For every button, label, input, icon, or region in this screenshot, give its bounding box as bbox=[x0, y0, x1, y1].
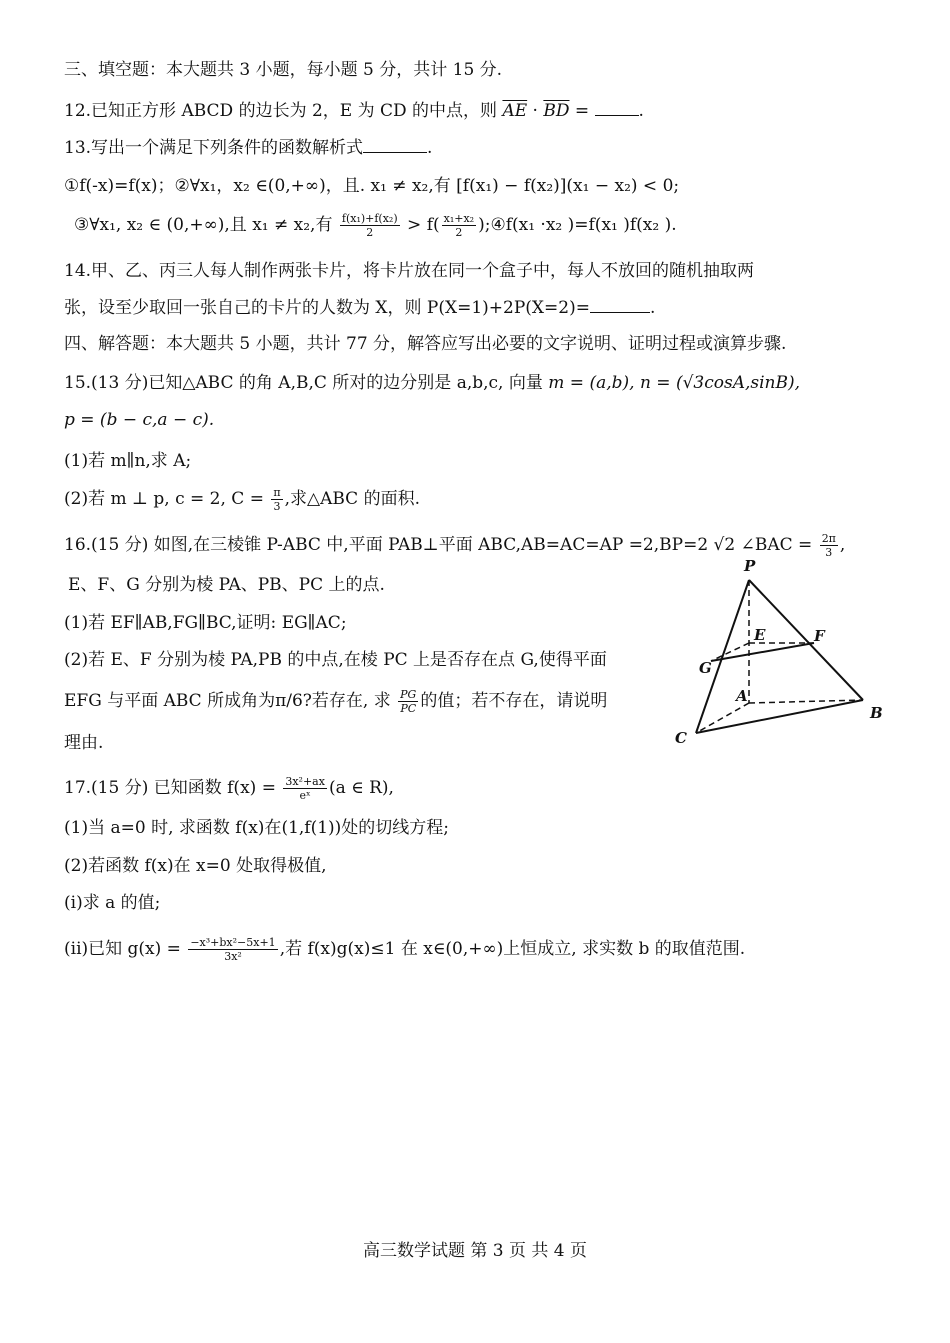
label-a: A bbox=[736, 687, 748, 705]
q13-answer-blank[interactable] bbox=[363, 136, 427, 153]
q13-cond4: ;④f(x₁ ·x₂ )=f(x₁ )f(x₂ ). bbox=[484, 215, 677, 235]
question-14-line-1: 14.甲、乙、丙三人每人制作两张卡片，将卡片放在同一个盒子中，每人不放回的随机抽取两 bbox=[64, 261, 755, 281]
q17-line1-prefix: 17.(15 分) 已知函数 f(x) = bbox=[64, 778, 276, 798]
q15-line1-text: 15.(13 分)已知△ABC 的角 A,B,C 所对的边分别是 a,b,c, 向量 bbox=[64, 373, 543, 393]
section-3-title: 三、填空题：本大题共 3 小题，每小题 5 分，共计 15 分. bbox=[64, 60, 503, 80]
question-17-line-1 bbox=[64, 775, 394, 802]
q16-line-2: E、F、G 分别为棱 PA、PB、PC 上的点. bbox=[68, 575, 385, 595]
question-12: 12.已知正方形 ABCD 的边长为 2，E 为 CD 的中点，则 $\overline{AE} \cdot \overline{BD}$ = . bbox=[64, 101, 644, 121]
q14-answer-blank[interactable] bbox=[590, 296, 650, 313]
q13-cond3-fraction-1: $\frac{\text{f(x₁)+f(x₂)}}{2}$ bbox=[341, 212, 398, 239]
q16-part-1: (1)若 EF∥AB,FG∥BC,证明: EG∥AC; bbox=[64, 613, 347, 633]
q12-vector-ae: $\overline{AE}$ bbox=[502, 101, 528, 121]
label-g: G bbox=[699, 659, 712, 677]
q15-m-definition: m = (a,b), bbox=[548, 373, 635, 393]
q16-part2-line2-suffix: 的值；若不存在，请说明 bbox=[420, 691, 608, 711]
q15-p-definition: p = (b − c,a − c). bbox=[64, 410, 215, 430]
label-f: F bbox=[814, 627, 825, 645]
edge-pb bbox=[749, 580, 863, 700]
q13-text: 13.写出一个满足下列条件的函数解析式 bbox=[64, 138, 364, 158]
q16-part2-line2-prefix: EFG 与平面 ABC 所成角为π/6?若存在, 求 bbox=[64, 691, 391, 711]
q13-condition-3-4: ③∀x₁, x₂ ∈ (0,+∞),且 x₁ ≠ x₂,有 $\frac{\text{f(x₁)+f(x₂)}}{2}$ > f( $\frac{\text{x₁+x₂}}{2}$ );④f(x₁ ·x₂ )=f(x₁ )f(x₂ ). bbox=[74, 212, 677, 239]
q16-angle-fraction: $\frac{2\pi}{3}$ bbox=[821, 532, 836, 559]
q16-line1-text: 16.(15 分) 如图,在三棱锥 P-ABC 中,平面 PAB⊥平面 ABC,AB=AC=AP =2,BP=2 √2 ∠BAC = bbox=[64, 535, 813, 555]
q15-part-2 bbox=[64, 486, 420, 513]
q17-part-1: (1)当 a=0 时, 求函数 f(x)在(1,f(1))处的切线方程; bbox=[64, 818, 450, 838]
label-c: C bbox=[675, 729, 687, 747]
q13-cond3-prefix: ③∀x₁, x₂ ∈ (0,+∞),且 x₁ ≠ x₂,有 bbox=[74, 215, 333, 235]
q15-part2-suffix: ,求△ABC 的面积. bbox=[284, 489, 420, 509]
q12-vector-bd: $\overline{BD}$ bbox=[543, 101, 570, 121]
q13-cond3-mid: > f bbox=[407, 215, 433, 235]
question-15-line-1 bbox=[64, 371, 800, 395]
q13-cond3-fraction-2: $\frac{\text{x₁+x₂}}{2}$ bbox=[443, 212, 475, 239]
q15-part2-prefix: (2)若 m ⊥ p, c = 2, C = bbox=[64, 489, 264, 509]
edge-cb bbox=[696, 700, 863, 733]
question-16-line-1: 16.(15 分) 如图,在三棱锥 P-ABC 中,平面 PAB⊥平面 ABC,AB=AC=AP =2,BP=2 √2 ∠BAC = $\frac{2\pi}{3}$ , bbox=[64, 532, 846, 559]
q12-equals: = bbox=[574, 101, 590, 121]
q16-ratio-fraction: $\frac{PG}{PC}$ bbox=[400, 688, 417, 715]
q17-part2ii-suffix: ,若 f(x)g(x)≤1 在 x∈(0,+∞)上恒成立, 求实数 b 的取值范围. bbox=[279, 939, 746, 959]
q17-part-2: (2)若函数 f(x)在 x=0 处取得极值, bbox=[64, 856, 327, 876]
q17-f-fraction: $\frac{\text{3x²+ax}}{\text{eˣ}}$ bbox=[285, 775, 325, 802]
question-14-line-2: 张，设至少取回一张自己的卡片的人数为 X，则 P(X=1)+2P(X=2)= . bbox=[64, 298, 656, 318]
q17-line1-suffix: (a ∈ R), bbox=[328, 778, 394, 798]
page-footer: 高三数学试题 第 3 页 共 4 页 bbox=[362, 1241, 588, 1261]
q16-part-2-line-2 bbox=[64, 688, 607, 715]
q13-condition-1-2: ①f(-x)=f(x)；②∀x₁，x₂ ∈(0,+∞)，且. x₁ ≠ x₂,有 [f(x₁) − f(x₂)](x₁ − x₂) < 0; bbox=[64, 176, 680, 196]
label-p: P bbox=[744, 557, 756, 575]
q16-part-2-line-3: 理由. bbox=[64, 733, 104, 753]
section-4-title: 四、解答题：本大题共 5 小题，共计 77 分，解答应写出必要的文字说明、证明过程或演算步骤. bbox=[64, 334, 787, 354]
label-e: E bbox=[754, 626, 766, 644]
q14-line2-text: 张，设至少取回一张自己的卡片的人数为 X，则 P(X=1)+2P(X=2)= bbox=[64, 298, 590, 318]
q12-answer-blank[interactable] bbox=[595, 99, 639, 116]
q17-part-2-i: (i)求 a 的值; bbox=[64, 893, 161, 913]
q17-g-fraction: $\frac{\text{−x³+bx²−5x+1}}{\text{3x²}}$ bbox=[190, 936, 276, 963]
q12-dot: · bbox=[532, 101, 538, 121]
tetrahedron-figure bbox=[666, 553, 896, 753]
q17-part2ii-prefix: (ii)已知 g(x) = bbox=[64, 939, 181, 959]
q15-pi-over-3: $\frac{\pi}{3}$ bbox=[273, 486, 281, 513]
q12-text: 12.已知正方形 ABCD 的边长为 2，E 为 CD 的中点，则 bbox=[64, 101, 498, 121]
label-b: B bbox=[870, 704, 883, 722]
q15-part-1: (1)若 m∥n,求 A; bbox=[64, 451, 192, 471]
q17-part-2-ii bbox=[64, 936, 745, 963]
q15-n-definition: n = (√3cosA,sinB), bbox=[639, 373, 801, 393]
question-13: 13.写出一个满足下列条件的函数解析式 . bbox=[64, 138, 433, 158]
q16-part-2-line-1: (2)若 E、F 分别为棱 PA,PB 的中点,在棱 PC 上是否存在点 G,使得平面 bbox=[64, 650, 607, 670]
